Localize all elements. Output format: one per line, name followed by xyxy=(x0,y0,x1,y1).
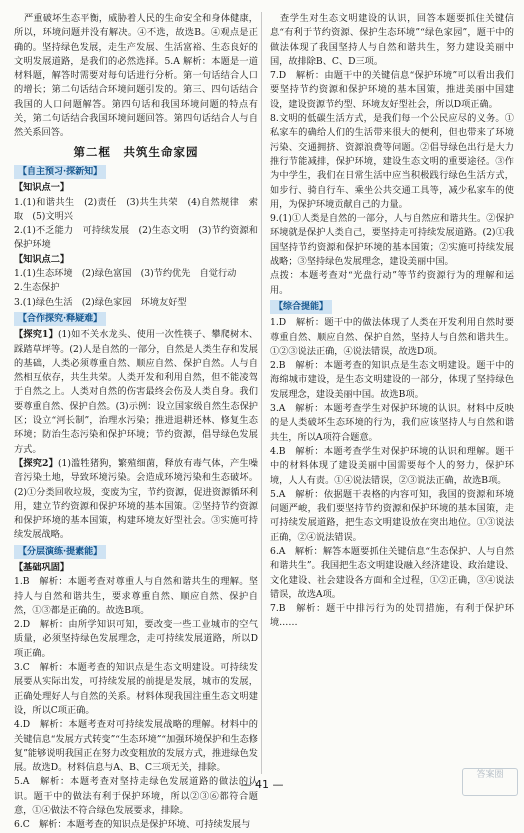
k2-items2: 2.生态保护 xyxy=(14,282,60,294)
answer-5: 5.A 解析：本题考查对坚持走绿色发展道路的做法的认识。题干中的做法有利于保护环境，所以②③⑥都符合题意，①④做法不符合绿色发展要求，排除。 xyxy=(14,776,258,817)
comp-answer-7: 7.B 解析：题干中排污行为的处罚措施，有利于保护环境…… xyxy=(270,603,514,629)
answer-3: 3.C 解析：本题考查的知识点是生态文明建设。可持续发展要从实际出发，可持续发展的前提是发展，城市的发展，正确处理好人与自然的关系。材料体现我国注重生态文明建设，所以C项正确。 xyxy=(14,662,258,716)
watermark-text: 答案圈 xyxy=(476,770,504,780)
answer-1: 1.B 解析：本题考查对尊重人与自然和谐共生的理解。坚持人与自然和谐共生，要求尊重自然、顺应自然、保护自然，①③都是正确的。故选B项。 xyxy=(14,576,258,616)
k1-items2: 2.(1)不乏能力 可持续发展 (2)生态文明 (3)节约资源和保护环境 xyxy=(14,225,258,251)
comp-answer-1: 1.D 解析：题干中的做法体现了人类在开发利用自然时要尊重自然、顺应自然、保护自然，坚持人与自然和谐共生。①②③说法正确，④说法错误，故选D项。 xyxy=(270,317,514,357)
column-divider xyxy=(261,12,262,774)
answer-2: 2.D 解析：由所学知识可知，要改变一些工业城市的空气质量，必须坚持绿色发展理念，走可持续发展道路，所以D项正确。 xyxy=(14,619,258,659)
comp-answer-5: 5.A 解析：依据题干表格的内容可知，我国的资源和环境问题严峻，我们要坚持节约资源和保护环境的基本国策，走可持续发展道路，把生态文明建设放在突出地位。①③说法正确，②④说法错误。 xyxy=(270,488,514,543)
k2-items: 1.(1)生态环境 (2)绿色富国 (3)节约优先 自觉行动 xyxy=(14,268,237,280)
knowledge1-label: 【知识点一】 xyxy=(14,182,70,194)
explore1-text: (1)如不关水龙头、使用一次性筷子、攀爬树木、踩踏草坪等。(2)人是自然的一部分，自然是人类生存和发展的基础，人类必须尊重自然、顺应自然、保护自然。人与自然相互依存，共生共荣。人类开发和利用自然，但不能凌驾于自然之上。人类对自然的伤害最终会伤及人类自身。我们要尊重自然、保护自然。(3)示例：设立国家级自然生态保护区；设立“河长制”，治理水污染；推进退耕还林、修复生态环境；防治生态污染和保护环境；节约资源，倡导绿色发展方式。 xyxy=(14,329,258,455)
comp-answer-3: 3.A 解析：本题考查学生对保护环境的认识。材料中反映的是人类破坏生态环境的行为，我们应该坚持人与自然和谐共生，所以A项符合题意。 xyxy=(270,403,514,443)
answer-4: 4.D 解析：本题考查对可持续发展战略的理解。材料中的关键信息“发展方式转变”“生态环境”“加强环境保护和生态修复”能够说明我国正在努力改变粗放的发展方式，推进绿色发展。故选D。材料信息与A、B、C三项无关，排除。 xyxy=(14,719,258,774)
k2-items3: 3.(1)绿色生活 (2)绿色家园 环境友好型 xyxy=(14,296,187,308)
explore2-label: 【探究2】 xyxy=(14,457,58,469)
answer-7: 7.D 解析：由题干中的关键信息“保护环境”可以看出我们要坚持节约资源和保护环境的基本国策，推进美丽中国建设，建设资源节约型、环境友好型社会，所以D项正确。 xyxy=(270,70,514,110)
bar-comprehensive: 【综合提能】 xyxy=(270,300,332,314)
page-number: — 41 — xyxy=(240,778,284,791)
explore1-label: 【探究1】 xyxy=(14,329,58,341)
comp-answer-2: 2.B 解析：本题考查的知识点是生态文明建设。题干中的海绵城市建设，是生态文明建设的一部分，体现了坚持绿色发展理念，建设美丽中国。故选B项。 xyxy=(270,360,514,400)
comp-answer-6: 6.A 解析：解答本题要抓住关键信息“生态保护、人与自然和谐共生”。我国把生态文明建设融入经济建设、政治建设、文化建设、社会建设各方面和全过程，①②正确，③④说法错误，故选A项。 xyxy=(270,545,514,600)
bar-preview: 【自主预习·探新知】 xyxy=(14,165,106,179)
watermark-logo xyxy=(462,768,518,796)
bar-explore: 【合作探究·释疑难】 xyxy=(14,312,106,326)
right-top-paragraph: 查学生对生态文明建设的认识，回答本题要抓住关键信息“有利于节约资源、保护生态环境”“绿色家园”，题干中的做法体现了我国坚持人与自然和谐共生，努力建设美丽中国，故排除B、C、D三项。 xyxy=(270,13,514,67)
answer-8: 8.文明的低碳生活方式，是我们每一个公民应尽的义务。①私家车的确给人们的生活带来很大的便利，但也带来了环境污染、交通拥挤、资源浪费等问题。②倡导绿色出行是大力推行节能减排，保护环境，建设生态文明的重要途径。③作为中学生，我们在日常生活中应当积极践行绿色生活方式，如步行、骑自行车、乘坐公共交通工具等，减少私家车的使用，为保护环境贡献自己的力量。 xyxy=(270,113,514,210)
answer-9: 9.(1)①人类是自然的一部分，人与自然应和谐共生。②保护环境就是保护人类自己，要坚持走可持续发展道路。(2)①我国坚持节约资源和保护环境的基本国策；②实施可持续发展战略；③坚持绿色发展理念，建设美丽中国。 xyxy=(270,213,514,268)
note: 点拨：本题考查对“光盘行动”等节约资源行为的理解和运用。 xyxy=(270,270,514,296)
left-column xyxy=(14,12,258,833)
explore2-text: (1)滥牲猪狗，繁殖细菌，释放有毒气体，产生噪音污染土地，导致环境污染。会造成环境污染和生态破坏。(2)①分类回收垃圾，变废为宝，节约资源，促进资源循环利用，建立节约资源和保护环境的基本国策。②坚持节约资源和保护环境的基本国策，构建环境友好型社会。③实施可持续发展战略。 xyxy=(14,457,258,541)
answer-6: 6.C 解析：本题考查的知识点是保护环境、可持续发展与 xyxy=(14,819,251,831)
k1-items: 1.(1)和谐共生 (2)责任 (3)共生共荣 (4)自然规律 索取 (5)文明兴 xyxy=(14,196,258,222)
basic-label: 【基础巩固】 xyxy=(14,561,70,573)
right-column xyxy=(270,12,514,631)
section-title: 第二框 共筑生命家园 xyxy=(73,144,199,159)
bar-layer: 【分层演练·提素能】 xyxy=(14,545,106,559)
knowledge2-label: 【知识点二】 xyxy=(14,253,70,265)
intro-paragraph: 严重破坏生态平衡，威胁着人民的生命安全和身体健康，所以，环境问题并没有解决。④不选，故选B。④观点是正确的。坚持绿色发展，走生产发展、生活富裕、生态良好的文明发展道路，是我们的必然选择。5.A 解析：本题是一道材料题，解答时需要对每句话进行分析。第一句话结合人口的增长；第二句话结合环境问题引发的。第三、四句话结合我国的人口问题解答。第四句话和我国环境问题的特点有关，第二句话结合我国环境问题回答。第四句话结合人与自然关系回答。 xyxy=(14,13,258,139)
comp-answer-4: 4.B 解析：本题考查学生对保护环境的认识和理解。题干中的材料体现了建设美丽中国需要每个人的努力，保护环境，人人有责。①④说法错误，②③说法正确，故选B项。 xyxy=(270,445,514,486)
